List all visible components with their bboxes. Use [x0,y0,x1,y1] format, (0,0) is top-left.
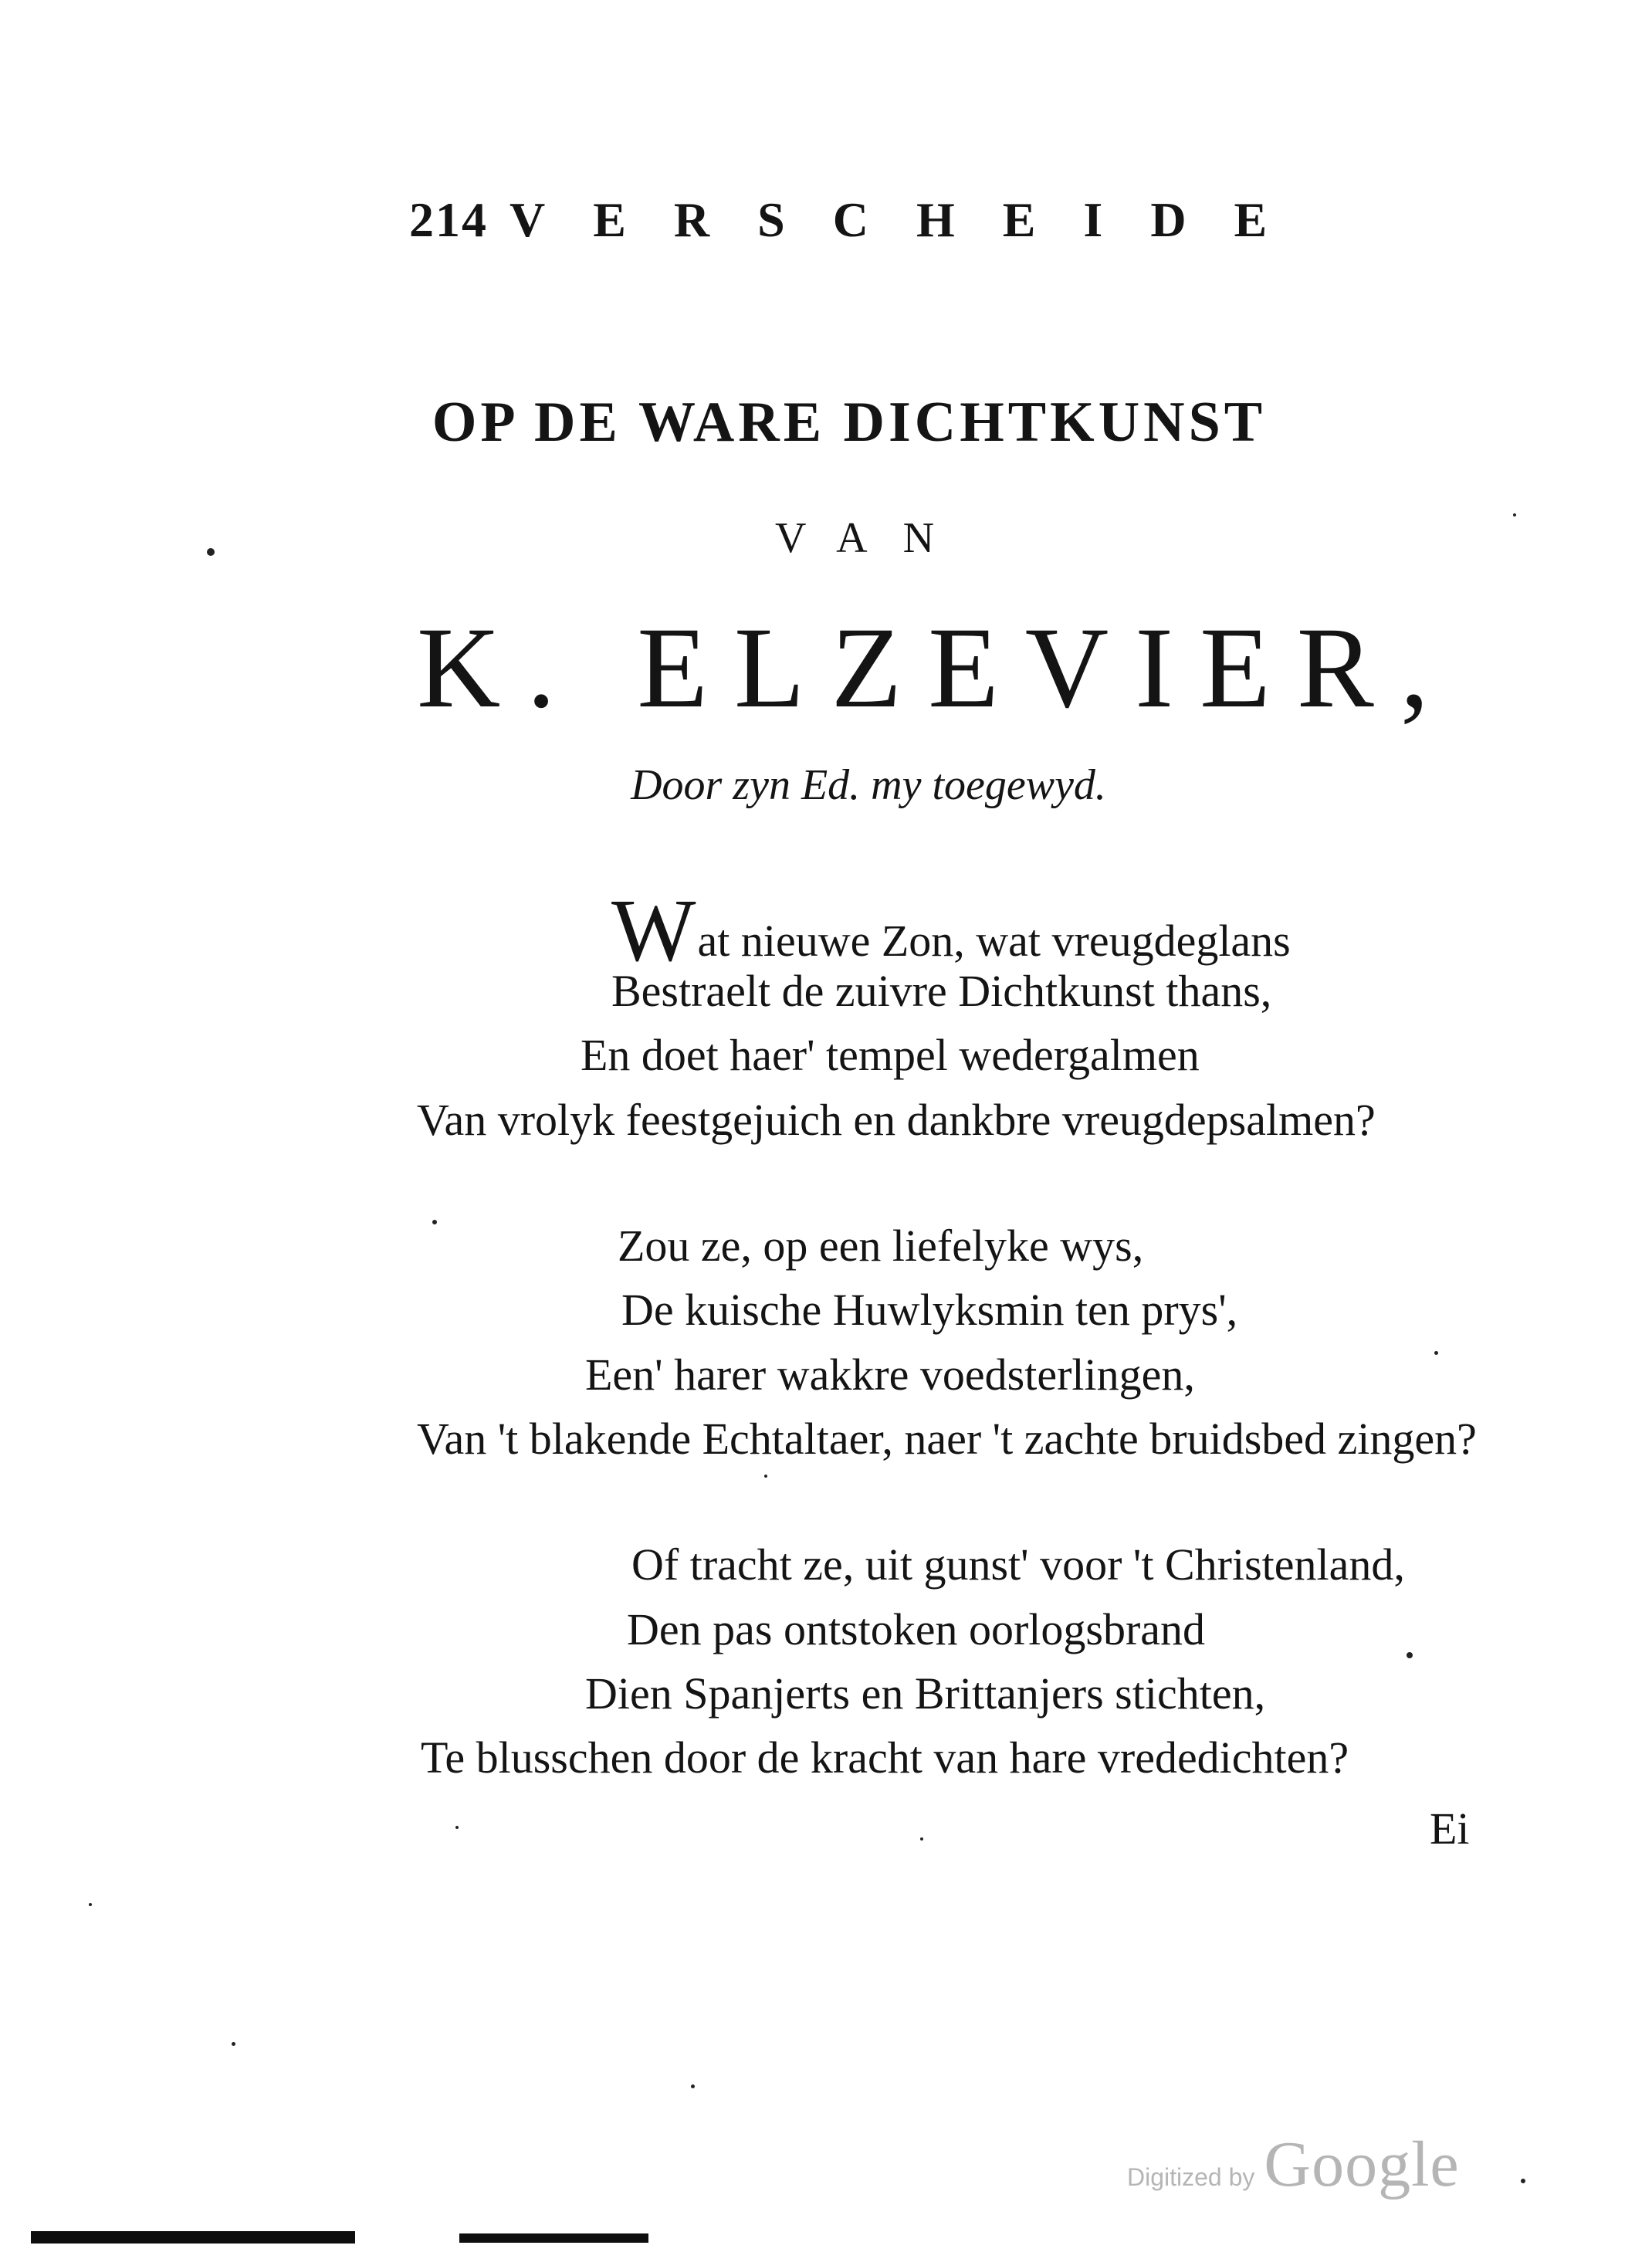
page-number: 214 [409,192,488,247]
digitized-watermark [1127,2127,1460,2212]
scan-speck [455,1826,459,1829]
running-head [409,185,1366,255]
scan-speck [432,1220,437,1224]
poem-title-van: VAN [774,514,970,562]
verse-line: Bestraelt de zuivre Dichtkunst thans, [611,966,1272,1016]
verse-line-text: at nieuwe Zon, wat vreugdeglans [697,916,1291,966]
scan-edge-bar [31,2231,355,2244]
scan-speck [207,548,215,556]
dedication: Door zyn Ed. my toegewyd. [631,761,1106,809]
verse-line: Van vrolyk feestgejuich en dankbre vreugdepsalmen? [417,1095,1376,1145]
scan-edge-bar [459,2233,648,2243]
scan-speck [1434,1351,1438,1355]
verse-line: De kuische Huwlyksmin ten prys', [621,1285,1238,1335]
google-logo: Google [1264,2128,1460,2200]
running-head-title: VERSCHEIDE [509,192,1315,247]
verse-line: Of tracht ze, uit gunst' voor 't Christenland, [631,1539,1405,1590]
verse-line: Te blusschen door de kracht van hare vrededichten? [421,1732,1349,1783]
scan-speck [89,1903,92,1906]
scan-speck [691,2084,695,2088]
catchword: Ei [1430,1803,1470,1854]
verse-line: Van 't blakende Echtaltaer, naer 't zachte bruidsbed zingen? [417,1414,1477,1464]
scan-speck [920,1837,923,1841]
drop-cap: W [611,882,696,980]
verse-line: Zou ze, op een liefelyke wys, [618,1221,1144,1271]
verse-line [611,882,1291,980]
verse-line: Dien Spanjerts en Brittanjers stichten, [585,1668,1266,1719]
verse-line: En doet haer' tempel wedergalmen [581,1030,1200,1080]
digitized-by-text: Digitized by [1127,2163,1255,2191]
poem-title: OP DE WARE DICHTKUNST [432,391,1267,454]
scan-speck [764,1475,767,1478]
scan-speck [1513,513,1516,516]
poem-title-author: K. ELZEVIER, [417,604,1456,732]
verse-line: Den pas ontstoken oorlogsbrand [627,1604,1206,1654]
scan-speck [232,2042,235,2046]
verse-line: Een' harer wakkre voedsterlingen, [585,1350,1195,1400]
scan-speck [1407,1652,1413,1658]
scan-speck [1521,2179,1525,2183]
